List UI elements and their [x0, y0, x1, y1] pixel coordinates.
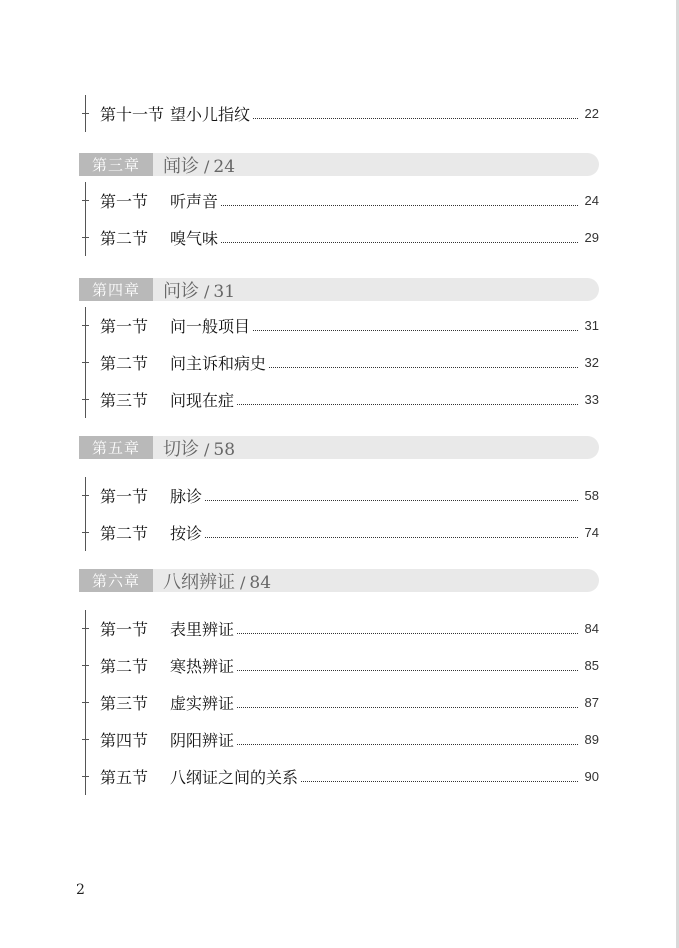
section-title: 问一般项目 [170, 317, 251, 336]
toc-entry[interactable] [100, 647, 599, 684]
dot-leader [221, 242, 578, 243]
section-page-number: 24 [584, 193, 599, 208]
toc-entry[interactable] [100, 477, 599, 514]
toc-entry[interactable] [100, 758, 599, 795]
section-number: 第一节 [100, 192, 149, 211]
dot-leader [237, 707, 578, 708]
toc-chapter-4 [79, 278, 599, 418]
section-title: 望小儿指纹 [170, 105, 251, 124]
section-page-number: 84 [584, 621, 599, 636]
chapter-title-text: 切诊 [163, 438, 199, 460]
section-number: 第一节 [100, 620, 149, 639]
section-page-number: 32 [584, 355, 599, 370]
toc-entry[interactable] [100, 684, 599, 721]
section-number: 第三节 [100, 391, 149, 410]
section-page-number: 85 [584, 658, 599, 673]
chapter-title-text: 闻诊 [163, 155, 199, 177]
dot-leader [237, 633, 578, 634]
dot-leader [237, 744, 578, 745]
dot-leader [237, 670, 578, 671]
dot-leader [205, 500, 578, 501]
section-title: 八纲证之间的关系 [170, 768, 299, 787]
title-separator: / [204, 281, 210, 301]
section-list [85, 477, 599, 551]
chapter-title-text: 问诊 [163, 280, 199, 302]
dot-leader [253, 118, 578, 119]
title-separator: / [204, 439, 210, 459]
chapter-label: 第五章 [79, 436, 153, 459]
section-page-number: 90 [584, 769, 599, 784]
section-page-number: 89 [584, 732, 599, 747]
section-page-number: 31 [584, 318, 599, 333]
chapter-label: 第三章 [79, 153, 153, 176]
section-list [85, 182, 599, 256]
section-number: 第五节 [100, 768, 149, 787]
chapter-title-text: 八纲辨证 [163, 571, 235, 593]
section-page-number: 74 [584, 525, 599, 540]
section-list [85, 610, 599, 795]
section-title: 问现在症 [170, 391, 235, 410]
dot-leader [253, 330, 578, 331]
section-title: 按诊 [170, 524, 203, 543]
section-number: 第二节 [100, 354, 149, 373]
section-page-number: 22 [584, 106, 599, 121]
dot-leader [221, 205, 578, 206]
chapter-page-number: 31 [213, 281, 236, 302]
section-list [85, 307, 599, 418]
chapter-header[interactable] [79, 569, 599, 592]
section-page-number: 29 [584, 230, 599, 245]
section-number: 第二节 [100, 657, 149, 676]
toc-entry[interactable] [100, 721, 599, 758]
chapter-title [163, 152, 235, 178]
dot-leader [237, 404, 578, 405]
toc-entry[interactable] [100, 381, 599, 418]
section-number: 第二节 [100, 229, 149, 248]
dot-leader [269, 367, 578, 368]
toc-entry[interactable] [100, 514, 599, 551]
toc-chapter-5 [79, 436, 599, 551]
toc-chapter-6 [79, 569, 599, 795]
chapter-page-number: 58 [213, 439, 236, 460]
page-number: 2 [76, 882, 85, 898]
section-title: 阴阳辨证 [170, 731, 235, 750]
section-number: 第四节 [100, 731, 149, 750]
section-list [85, 95, 599, 132]
chapter-header[interactable] [79, 153, 599, 176]
chapter-title [163, 568, 271, 594]
toc-lead-group [79, 95, 599, 132]
section-title: 寒热辨证 [170, 657, 235, 676]
chapter-header[interactable] [79, 436, 599, 459]
section-title: 脉诊 [170, 487, 203, 506]
chapter-label: 第四章 [79, 278, 153, 301]
toc-entry[interactable] [100, 307, 599, 344]
title-separator: / [240, 572, 246, 592]
toc-entry[interactable] [100, 182, 599, 219]
dot-leader [205, 537, 578, 538]
section-number: 第一节 [100, 487, 149, 506]
section-number: 第二节 [100, 524, 149, 543]
section-title: 问主诉和病史 [170, 354, 267, 373]
chapter-page-number: 84 [249, 572, 272, 593]
section-title: 虚实辨证 [170, 694, 235, 713]
section-number: 第十一节 [100, 105, 165, 124]
toc-entry[interactable] [100, 95, 599, 132]
chapter-header[interactable] [79, 278, 599, 301]
section-page-number: 33 [584, 392, 599, 407]
section-number: 第三节 [100, 694, 149, 713]
chapter-title [163, 277, 235, 303]
toc-entry[interactable] [100, 344, 599, 381]
toc-chapter-3 [79, 153, 599, 256]
dot-leader [301, 781, 578, 782]
section-page-number: 58 [584, 488, 599, 503]
section-page-number: 87 [584, 695, 599, 710]
section-number: 第一节 [100, 317, 149, 336]
toc-entry[interactable] [100, 219, 599, 256]
title-separator: / [204, 156, 210, 176]
section-title: 嗅气味 [170, 229, 219, 248]
chapter-label: 第六章 [79, 569, 153, 592]
toc-entry[interactable] [100, 610, 599, 647]
section-title: 表里辨证 [170, 620, 235, 639]
chapter-page-number: 24 [213, 156, 236, 177]
section-title: 听声音 [170, 192, 219, 211]
chapter-title [163, 435, 235, 461]
